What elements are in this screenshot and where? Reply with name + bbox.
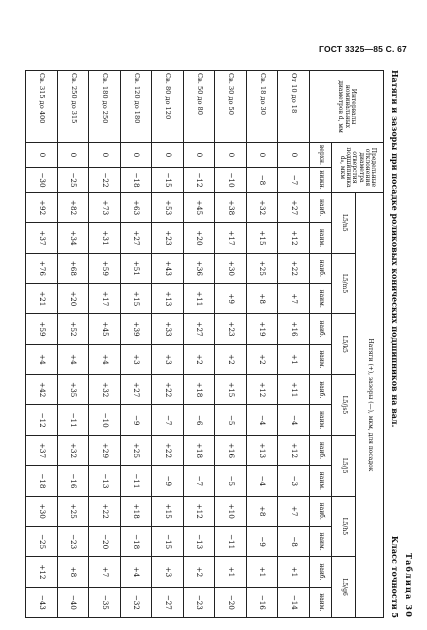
table-cell: +33 <box>152 314 184 344</box>
table-cell: +32 <box>247 192 279 222</box>
table-cell: +34 <box>58 223 90 253</box>
largest-header: наиб. <box>310 192 332 222</box>
fits-group-header: Натяги (+), зазоры (—), мкм, для посадок <box>356 192 384 617</box>
fit-header: L5/js5 <box>332 375 356 436</box>
table-cell: −30 <box>26 167 58 192</box>
table-cell: −43 <box>26 587 58 617</box>
table-cell: 0 <box>184 142 216 167</box>
table-cell: 0 <box>152 142 184 167</box>
interval-header: Интервалы номинальных диаметров d, мм <box>310 71 384 143</box>
table-cell: −12 <box>26 405 58 435</box>
table-cell: +27 <box>121 223 153 253</box>
table-cell: −20 <box>215 587 247 617</box>
table-cell: −4 <box>247 466 279 496</box>
table-cell: +2 <box>215 344 247 374</box>
table-cell: −9 <box>247 526 279 556</box>
table-cell: −7 <box>278 167 310 192</box>
largest-header: наиб. <box>310 375 332 405</box>
table-cell: +25 <box>247 253 279 283</box>
rotated-table-page <box>37 70 414 618</box>
deviations-header: Предельные отклонения диаметра отверстия подшипника d₀, мкм <box>332 142 384 192</box>
fit-header: L5/j5 <box>332 435 356 496</box>
table-cell: +51 <box>121 253 153 283</box>
table-cell: −12 <box>184 167 216 192</box>
table-cell: +23 <box>152 223 184 253</box>
table-cell: +7 <box>89 557 121 587</box>
table-cell: +10 <box>215 496 247 526</box>
table-cell: −11 <box>215 526 247 556</box>
page-reference: ГОСТ 3325—85 С. 67 <box>319 44 407 54</box>
smallest-header: наим. <box>310 526 332 556</box>
table-row <box>247 71 279 618</box>
table-cell: 0 <box>58 142 90 167</box>
table-cell: +27 <box>184 314 216 344</box>
table-cell: +2 <box>247 344 279 374</box>
table-cell: +20 <box>58 284 90 314</box>
table-cell: +59 <box>26 314 58 344</box>
table-cell: −7 <box>184 466 216 496</box>
table-cell: 0 <box>121 142 153 167</box>
table-cell: +76 <box>26 253 58 283</box>
table-cell: −4 <box>247 405 279 435</box>
table-cell: −22 <box>89 167 121 192</box>
table-cell: −10 <box>89 405 121 435</box>
fits-table <box>26 70 385 618</box>
table-cell: +32 <box>89 375 121 405</box>
row-label: От 10 до 18 <box>278 71 310 143</box>
table-cell: +3 <box>121 344 153 374</box>
table-cell: 0 <box>26 142 58 167</box>
table-cell: +11 <box>278 375 310 405</box>
table-cell: +19 <box>247 314 279 344</box>
table-cell: +59 <box>89 253 121 283</box>
table-cell: +8 <box>58 557 90 587</box>
table-row <box>278 71 310 618</box>
table-cell: −9 <box>152 466 184 496</box>
row-label: Св. 315 до 400 <box>26 71 58 143</box>
table-cell: +1 <box>278 557 310 587</box>
table-cell: 0 <box>278 142 310 167</box>
table-cell: +36 <box>184 253 216 283</box>
table-cell: +29 <box>89 435 121 465</box>
table-cell: +13 <box>152 284 184 314</box>
table-cell: −8 <box>247 167 279 192</box>
table-cell: −13 <box>89 466 121 496</box>
largest-header: наиб. <box>310 557 332 587</box>
table-cell: +22 <box>152 435 184 465</box>
table-cell: −5 <box>215 466 247 496</box>
table-cell: 0 <box>89 142 121 167</box>
table-row <box>89 71 121 618</box>
table-cell: +37 <box>26 223 58 253</box>
table-cell: +1 <box>215 557 247 587</box>
table-cell: −40 <box>58 587 90 617</box>
table-cell: +12 <box>247 375 279 405</box>
table-cell: +42 <box>26 375 58 405</box>
table-cell: +27 <box>121 375 153 405</box>
table-cell: +13 <box>247 435 279 465</box>
smallest-header: наим. <box>310 284 332 314</box>
table-cell: −25 <box>26 526 58 556</box>
table-cell: +16 <box>278 314 310 344</box>
table-cell: +32 <box>58 435 90 465</box>
table-cell: +17 <box>89 284 121 314</box>
table-cell: +1 <box>247 557 279 587</box>
table-cell: +45 <box>89 314 121 344</box>
row-label: Св. 50 до 80 <box>184 71 216 143</box>
table-cell: −18 <box>26 466 58 496</box>
table-cell: +68 <box>58 253 90 283</box>
table-cell: −11 <box>121 466 153 496</box>
table-cell: +12 <box>26 557 58 587</box>
fit-header: L5/n5 <box>332 192 356 253</box>
fit-header: L5/m5 <box>332 253 356 314</box>
table-cell: −20 <box>89 526 121 556</box>
smallest-header: наим. <box>310 344 332 374</box>
table-cell: −13 <box>184 526 216 556</box>
table-cell: −23 <box>58 526 90 556</box>
largest-header: наиб. <box>310 435 332 465</box>
table-cell: −23 <box>184 587 216 617</box>
table-cell: −8 <box>278 526 310 556</box>
table-cell: +15 <box>215 375 247 405</box>
table-cell: +30 <box>26 496 58 526</box>
table-cell: +18 <box>184 435 216 465</box>
table-cell: +22 <box>278 253 310 283</box>
fit-header: L5/k5 <box>332 314 356 375</box>
table-cell: +2 <box>184 557 216 587</box>
table-cell: +20 <box>184 223 216 253</box>
largest-header: наиб. <box>310 496 332 526</box>
table-cell: +23 <box>215 314 247 344</box>
table-cell: −10 <box>215 167 247 192</box>
table-cell: +9 <box>215 284 247 314</box>
table-cell: +15 <box>247 223 279 253</box>
table-cell: +4 <box>26 344 58 374</box>
table-cell: +27 <box>278 192 310 222</box>
table-cell: +31 <box>89 223 121 253</box>
row-label: Св. 180 до 250 <box>89 71 121 143</box>
accuracy-class: Класс точности 5 <box>390 535 400 618</box>
table-cell: −32 <box>121 587 153 617</box>
table-cell: −9 <box>121 405 153 435</box>
table-cell: −11 <box>58 405 90 435</box>
table-cell: −14 <box>278 587 310 617</box>
table-cell: +52 <box>58 314 90 344</box>
table-cell: +18 <box>121 496 153 526</box>
table-cell: +12 <box>184 496 216 526</box>
table-cell: +3 <box>152 344 184 374</box>
table-cell: −25 <box>58 167 90 192</box>
table-cell: +17 <box>215 223 247 253</box>
table-cell: +15 <box>121 284 153 314</box>
largest-header: наиб. <box>310 253 332 283</box>
table-cell: +7 <box>278 496 310 526</box>
table-cell: +1 <box>278 344 310 374</box>
table-cell: +4 <box>121 557 153 587</box>
table-title: Натяги и зазоры при посадке роликовых конических подшипников на вал. <box>390 70 400 428</box>
table-cell: +12 <box>278 223 310 253</box>
row-label: Св. 18 до 30 <box>247 71 279 143</box>
table-cell: −15 <box>152 526 184 556</box>
table-cell: +53 <box>152 192 184 222</box>
table-cell: +22 <box>89 496 121 526</box>
row-label: Св. 120 до 180 <box>121 71 153 143</box>
table-cell: −35 <box>89 587 121 617</box>
table-cell: +8 <box>247 496 279 526</box>
table-cell: −6 <box>184 405 216 435</box>
smallest-header: наим. <box>310 405 332 435</box>
table-cell: −18 <box>121 167 153 192</box>
table-cell: +16 <box>215 435 247 465</box>
table-cell: +82 <box>58 192 90 222</box>
table-cell: +25 <box>58 496 90 526</box>
table-cell: +4 <box>89 344 121 374</box>
table-cell: +37 <box>26 435 58 465</box>
table-cell: +21 <box>26 284 58 314</box>
table-cell: +25 <box>121 435 153 465</box>
table-cell: +15 <box>152 496 184 526</box>
table-cell: +45 <box>184 192 216 222</box>
table-number: Таблица 30 <box>404 552 414 618</box>
fit-header: L5/h5 <box>332 496 356 557</box>
table-cell: −3 <box>278 466 310 496</box>
table-cell: −16 <box>247 587 279 617</box>
table-cell: +4 <box>58 344 90 374</box>
table-cell: +12 <box>278 435 310 465</box>
table-cell: +63 <box>121 192 153 222</box>
lower-header: нижн. <box>310 167 332 192</box>
fit-header: L5/g6 <box>332 557 356 618</box>
table-cell: −5 <box>215 405 247 435</box>
table-cell: −27 <box>152 587 184 617</box>
table-row <box>215 71 247 618</box>
table-cell: +7 <box>278 284 310 314</box>
row-label: Св. 30 до 50 <box>215 71 247 143</box>
table-row <box>26 71 58 618</box>
table-cell: +22 <box>152 375 184 405</box>
largest-header: наиб. <box>310 314 332 344</box>
smallest-header: наим. <box>310 223 332 253</box>
table-cell: +30 <box>215 253 247 283</box>
table-row <box>184 71 216 618</box>
table-cell: −7 <box>152 405 184 435</box>
smallest-header: наим. <box>310 587 332 617</box>
table-cell: −4 <box>278 405 310 435</box>
table-cell: +38 <box>215 192 247 222</box>
table-row <box>121 71 153 618</box>
row-label: Св. 250 до 315 <box>58 71 90 143</box>
table-cell: 0 <box>215 142 247 167</box>
smallest-header: наим. <box>310 466 332 496</box>
table-cell: −15 <box>152 167 184 192</box>
table-cell: +73 <box>89 192 121 222</box>
table-cell: +18 <box>184 375 216 405</box>
table-cell: +8 <box>247 284 279 314</box>
table-cell: 0 <box>247 142 279 167</box>
table-cell: +39 <box>121 314 153 344</box>
table-cell: +2 <box>184 344 216 374</box>
table-cell: −16 <box>58 466 90 496</box>
upper-header: верхн. <box>310 142 332 167</box>
table-row <box>152 71 184 618</box>
table-cell: +3 <box>152 557 184 587</box>
table-cell: +11 <box>184 284 216 314</box>
table-row <box>58 71 90 618</box>
table-cell: +92 <box>26 192 58 222</box>
table-caption <box>386 70 414 618</box>
table-cell: +35 <box>58 375 90 405</box>
row-label: Св. 80 до 120 <box>152 71 184 143</box>
table-cell: +43 <box>152 253 184 283</box>
table-cell: −18 <box>121 526 153 556</box>
